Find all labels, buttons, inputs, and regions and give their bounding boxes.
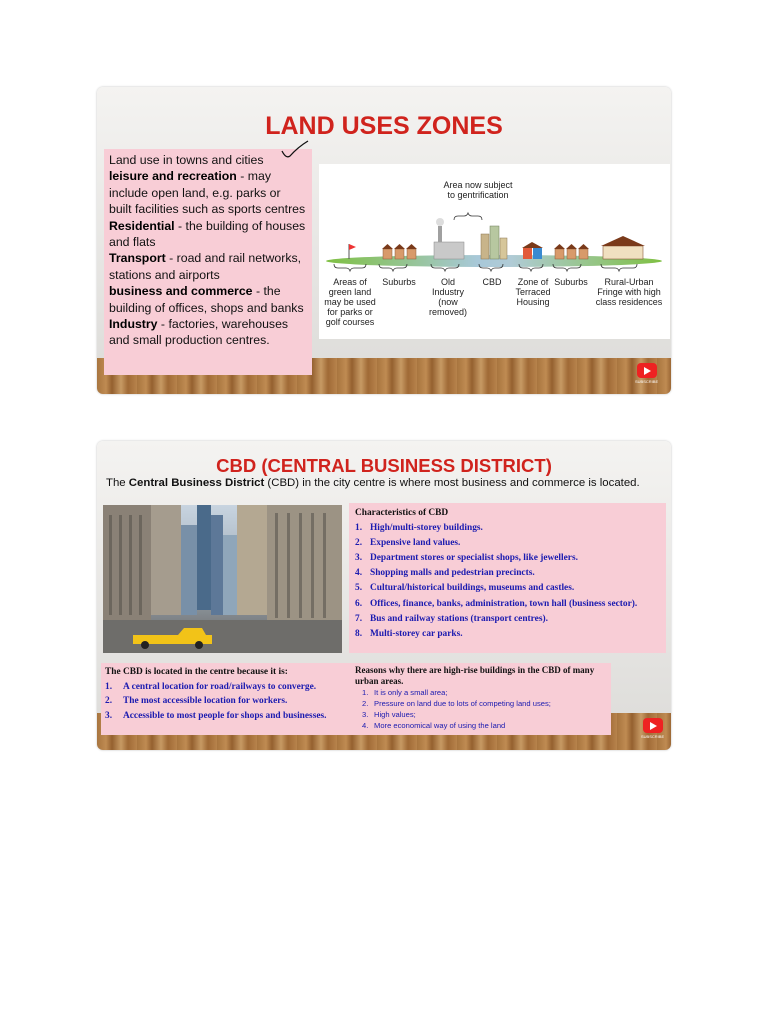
youtube-subscribe-icon[interactable]	[643, 718, 663, 733]
diagram-label: Suburbs	[554, 277, 588, 287]
city-street-illustration	[103, 505, 342, 653]
land-use-item: leisure and recreation - may include open land, e.g. parks or built facilities such as sports centres	[109, 169, 306, 217]
diagram-label: CBD	[482, 277, 502, 287]
location-list	[105, 680, 349, 724]
diagram-label: Old Industry (now removed)	[428, 277, 467, 317]
list-item: 1. High/multi-storey buildings.	[355, 523, 483, 534]
diagram-label: Rural-Urban Fringe with high class residences	[595, 277, 663, 307]
list-item: 8. Multi-storey car parks.	[355, 628, 463, 639]
reasons-list	[355, 687, 608, 731]
characteristics-heading: Characteristics of CBD	[355, 508, 449, 518]
checkmark-annotation	[280, 139, 310, 161]
list-item: 1. It is only a small area;	[362, 688, 448, 697]
land-use-item: business and commerce - the building of offices, shops and banks	[109, 284, 304, 315]
land-use-item: Residential - the building of houses and flats	[109, 218, 306, 250]
reasons-heading: Reasons why there are high-rise buildings in the CBD of many urban areas.	[355, 665, 595, 686]
cbd-intro: The Central Business District (CBD) in the city centre is where most business and commerce is located.	[106, 477, 640, 489]
location-heading: The CBD is located in the centre because it is:	[105, 667, 288, 677]
diagram-label: Suburbs	[382, 277, 416, 287]
list-item: 2. Expensive land values.	[355, 538, 461, 549]
city-street-photo	[103, 505, 342, 653]
slide-cbd	[97, 441, 671, 750]
list-item: 4. Shopping malls and pedestrian precincts.	[355, 568, 535, 579]
list-item: 2. The most accessible location for workers.	[105, 696, 288, 707]
list-item: 3. High values;	[362, 710, 416, 719]
slide-title: LAND USES ZONES	[265, 112, 503, 140]
land-use-item: Industry - factories, warehouses and small production centres.	[109, 317, 289, 348]
list-item: 1. A central location for road/railways to converge.	[105, 681, 317, 692]
diagram-label: Areas of green land may be used for parks or golf courses	[324, 277, 376, 327]
list-item: 2. Pressure on land due to lots of competing land uses;	[362, 699, 551, 708]
land-use-intro: Land use in towns and cities	[109, 153, 264, 167]
high-rise-reasons	[352, 663, 611, 735]
list-item: 7. Bus and railway stations (transport centres).	[355, 613, 548, 624]
cbd-location-reasons	[101, 663, 353, 735]
subscribe-label: SUBSCRIBE	[641, 734, 665, 739]
slide-title: CBD (CENTRAL BUSINESS DISTRICT)	[216, 455, 552, 476]
gentrification-callout: Area now subject to gentrification	[443, 180, 513, 200]
slide-land-uses	[97, 87, 671, 394]
land-use-list	[104, 149, 312, 375]
diagram-label: Zone of Terraced Housing	[515, 277, 551, 307]
land-use-item: Transport - road and rail networks, stations and airports	[109, 251, 302, 282]
list-item: 3. Accessible to most people for shops and businesses.	[105, 710, 327, 721]
subscribe-label: SUBSCRIBE	[635, 379, 659, 384]
youtube-subscribe-icon[interactable]	[637, 363, 657, 378]
list-item: 4. More economical way of using the land	[362, 721, 506, 730]
characteristics-list	[355, 521, 660, 642]
urban-zones-diagram	[319, 164, 670, 339]
list-item: 5. Cultural/historical buildings, museums and castles.	[355, 583, 575, 594]
list-item: 6. Offices, finance, banks, administration, town hall (business sector).	[355, 598, 638, 609]
list-item: 3. Department stores or specialist shops, like jewellers.	[355, 553, 578, 564]
cbd-characteristics	[349, 503, 666, 653]
